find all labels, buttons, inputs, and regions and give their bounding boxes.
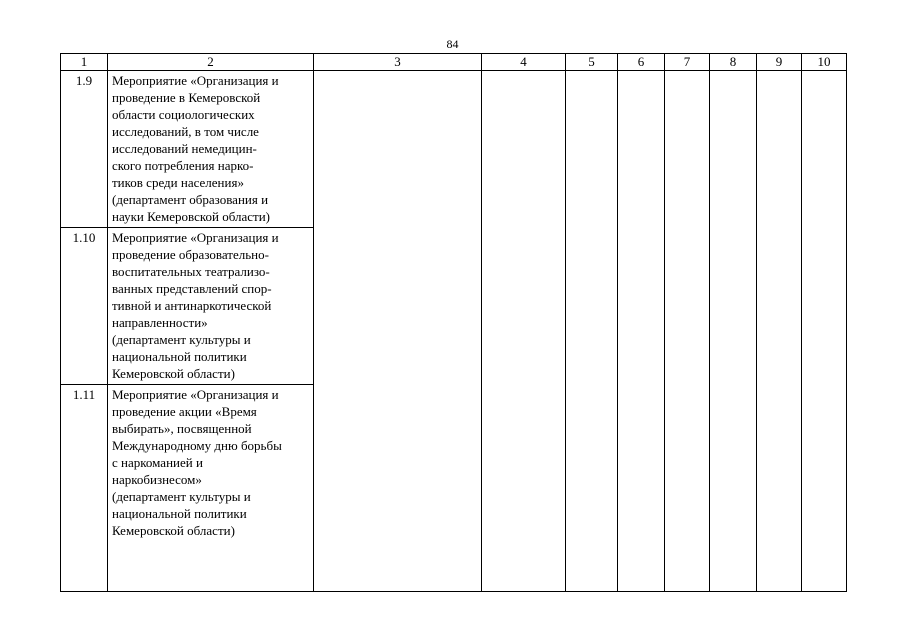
description-line: области социологических <box>112 107 255 122</box>
description-line: ванных представлений спор- <box>112 281 272 296</box>
column-header: 8 <box>710 54 757 71</box>
description-line: национальной политики <box>112 506 247 521</box>
column-header: 3 <box>314 54 482 71</box>
empty-cell <box>314 71 482 385</box>
row-number: 1.11 <box>61 385 108 592</box>
empty-cell <box>566 71 618 592</box>
column-header: 7 <box>665 54 710 71</box>
description-line: направленности» <box>112 315 208 330</box>
empty-cell <box>802 71 847 592</box>
column-header: 2 <box>108 54 314 71</box>
description-line: национальной политики <box>112 349 247 364</box>
description-line: (департамент культуры и <box>112 489 251 504</box>
table-header-row <box>61 54 847 71</box>
column-header: 9 <box>757 54 802 71</box>
description-line: проведение образовательно- <box>112 247 269 262</box>
description-line: науки Кемеровской области) <box>112 209 271 224</box>
row-description <box>108 228 314 385</box>
description-line: выбирать», посвященной <box>112 421 252 436</box>
description-line: исследований немедицин- <box>112 141 257 156</box>
column-header: 4 <box>482 54 566 71</box>
description-line: Мероприятие «Организация и <box>112 387 279 402</box>
description-line: Кемеровской области) <box>112 366 235 381</box>
description-line: Мероприятие «Организация и <box>112 73 279 88</box>
column-header: 1 <box>61 54 108 71</box>
page-number: 84 <box>446 37 459 51</box>
description-line: тивной и антинаркотической <box>112 298 272 313</box>
row-number: 1.9 <box>61 71 108 228</box>
measures-table <box>60 53 847 592</box>
description-line: проведение акции «Время <box>112 404 257 419</box>
description-line: наркобизнесом» <box>112 472 202 487</box>
empty-cell <box>665 71 710 592</box>
description-line: тиков среди населения» <box>112 175 244 190</box>
description-line: проведение в Кемеровской <box>112 90 261 105</box>
description-line: ского потребления нарко- <box>112 158 254 173</box>
description-line: (департамент культуры и <box>112 332 251 347</box>
description-line: с наркоманией и <box>112 455 203 470</box>
row-description <box>108 385 314 592</box>
empty-cell <box>618 71 665 592</box>
row-number: 1.10 <box>61 228 108 385</box>
empty-cell <box>482 71 566 592</box>
column-header: 6 <box>618 54 665 71</box>
description-line: исследований, в том числе <box>112 124 259 139</box>
description-line: Мероприятие «Организация и <box>112 230 279 245</box>
empty-cell <box>710 71 757 592</box>
row-description <box>108 71 314 228</box>
table-row <box>61 71 847 228</box>
description-line: воспитательных театрализо- <box>112 264 270 279</box>
description-line: (департамент образования и <box>112 192 269 207</box>
empty-cell <box>314 385 482 592</box>
empty-cell <box>757 71 802 592</box>
column-header: 5 <box>566 54 618 71</box>
description-line: Международному дню борьбы <box>112 438 282 453</box>
description-line: Кемеровской области) <box>112 523 235 538</box>
column-header: 10 <box>802 54 847 71</box>
